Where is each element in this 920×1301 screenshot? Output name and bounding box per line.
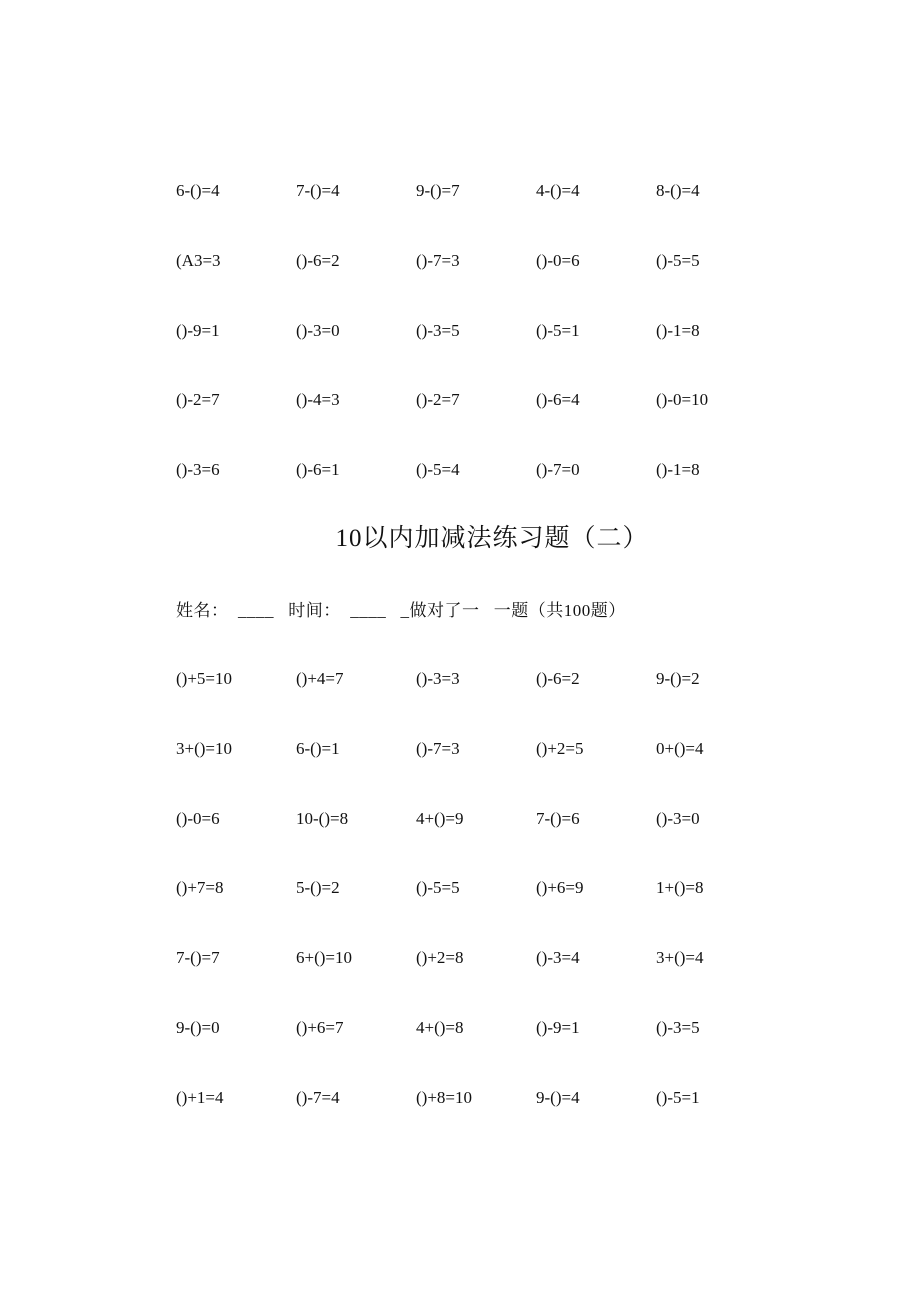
- worksheet-title: 10以内加减法练习题（二）: [335, 525, 649, 552]
- math-problem: 4+()=8: [416, 1017, 464, 1037]
- math-problem: 7-()=4: [296, 181, 340, 200]
- math-problem: ()-6=1: [296, 460, 340, 480]
- math-problem: 4-()=4: [536, 181, 580, 200]
- math-problem: 3+()=10: [176, 738, 232, 758]
- math-problem: ()-5=5: [416, 878, 460, 898]
- math-problem: ()+2=8: [416, 948, 464, 968]
- problem-row: [176, 1015, 776, 1085]
- math-problem: ()-9=1: [536, 1017, 580, 1037]
- math-problem: 6+()=10: [296, 948, 352, 968]
- math-problem: ()-1=8: [656, 460, 700, 480]
- problem-row: [176, 457, 776, 527]
- math-problem: 0+()=4: [656, 738, 704, 758]
- math-problem: ()-5=5: [656, 250, 700, 270]
- math-problem: 10-()=8: [296, 808, 349, 828]
- math-problem: ()-3=4: [536, 948, 580, 968]
- math-problem: ()-6=2: [536, 669, 580, 688]
- math-problem: ()+6=7: [296, 1017, 344, 1037]
- math-problem: ()-3=5: [416, 320, 460, 340]
- math-problem: 9-()=4: [536, 1087, 580, 1107]
- math-problem: ()+6=9: [536, 878, 584, 898]
- math-problem: ()-3=6: [176, 460, 220, 480]
- math-problem: 7-()=6: [536, 808, 580, 828]
- math-problem: 4+()=9: [416, 808, 464, 828]
- math-problem: ()-7=3: [416, 250, 460, 270]
- problem-row: [176, 178, 776, 248]
- math-problem: ()-3=0: [296, 320, 340, 340]
- math-problem: 6-()=1: [296, 738, 340, 758]
- problem-row: [176, 875, 776, 945]
- math-problem: 1+()=8: [656, 878, 704, 898]
- math-problem: ()-0=10: [656, 390, 709, 410]
- problem-row: [176, 248, 776, 318]
- math-problem: ()-3=5: [656, 1017, 700, 1037]
- math-problem: ()-2=7: [416, 390, 460, 410]
- math-problem: ()-1=8: [656, 320, 700, 340]
- problem-row: [176, 387, 776, 457]
- math-problem: ()-0=6: [176, 808, 220, 828]
- math-problem: ()-4=3: [296, 390, 340, 410]
- math-problem: ()-5=1: [536, 320, 580, 340]
- math-problem: ()-5=4: [416, 460, 460, 480]
- top-problem-grid: [176, 178, 776, 527]
- problem-row: [176, 1085, 776, 1155]
- math-problem: ()+5=10: [176, 669, 232, 688]
- student-info-line: 姓名： ____ 时间： ____ _做对了一 一题（共100题）: [176, 601, 626, 620]
- math-problem: 9-()=2: [656, 669, 700, 688]
- problem-row: [176, 666, 776, 736]
- problem-row: [176, 945, 776, 1015]
- math-problem: ()-3=0: [656, 808, 700, 828]
- math-problem: ()+7=8: [176, 878, 224, 898]
- math-problem: 5-()=2: [296, 878, 340, 898]
- math-problem: ()+1=4: [176, 1087, 224, 1107]
- math-problem: ()+2=5: [536, 738, 584, 758]
- math-problem: ()-7=3: [416, 738, 460, 758]
- math-problem: ()+4=7: [296, 669, 344, 688]
- bottom-problem-grid: [176, 666, 776, 1155]
- math-problem: 9-()=0: [176, 1017, 220, 1037]
- problem-row: [176, 318, 776, 388]
- math-problem: ()-2=7: [176, 390, 220, 410]
- math-problem: 7-()=7: [176, 948, 220, 968]
- math-problem: ()-0=6: [536, 250, 580, 270]
- math-problem: ()-7=4: [296, 1087, 340, 1107]
- math-problem: (A3=3: [176, 250, 221, 270]
- math-problem: 9-()=7: [416, 181, 460, 200]
- math-problem: ()-9=1: [176, 320, 220, 340]
- math-problem: ()-6=4: [536, 390, 580, 410]
- problem-row: [176, 806, 776, 876]
- math-problem: 6-()=4: [176, 181, 220, 200]
- math-problem: ()+8=10: [416, 1087, 472, 1107]
- math-problem: ()-7=0: [536, 460, 580, 480]
- math-problem: ()-3=3: [416, 669, 460, 688]
- math-problem: ()-6=2: [296, 250, 340, 270]
- problem-row: [176, 736, 776, 806]
- math-problem: 8-()=4: [656, 181, 700, 200]
- math-problem: ()-5=1: [656, 1087, 700, 1107]
- math-problem: 3+()=4: [656, 948, 704, 968]
